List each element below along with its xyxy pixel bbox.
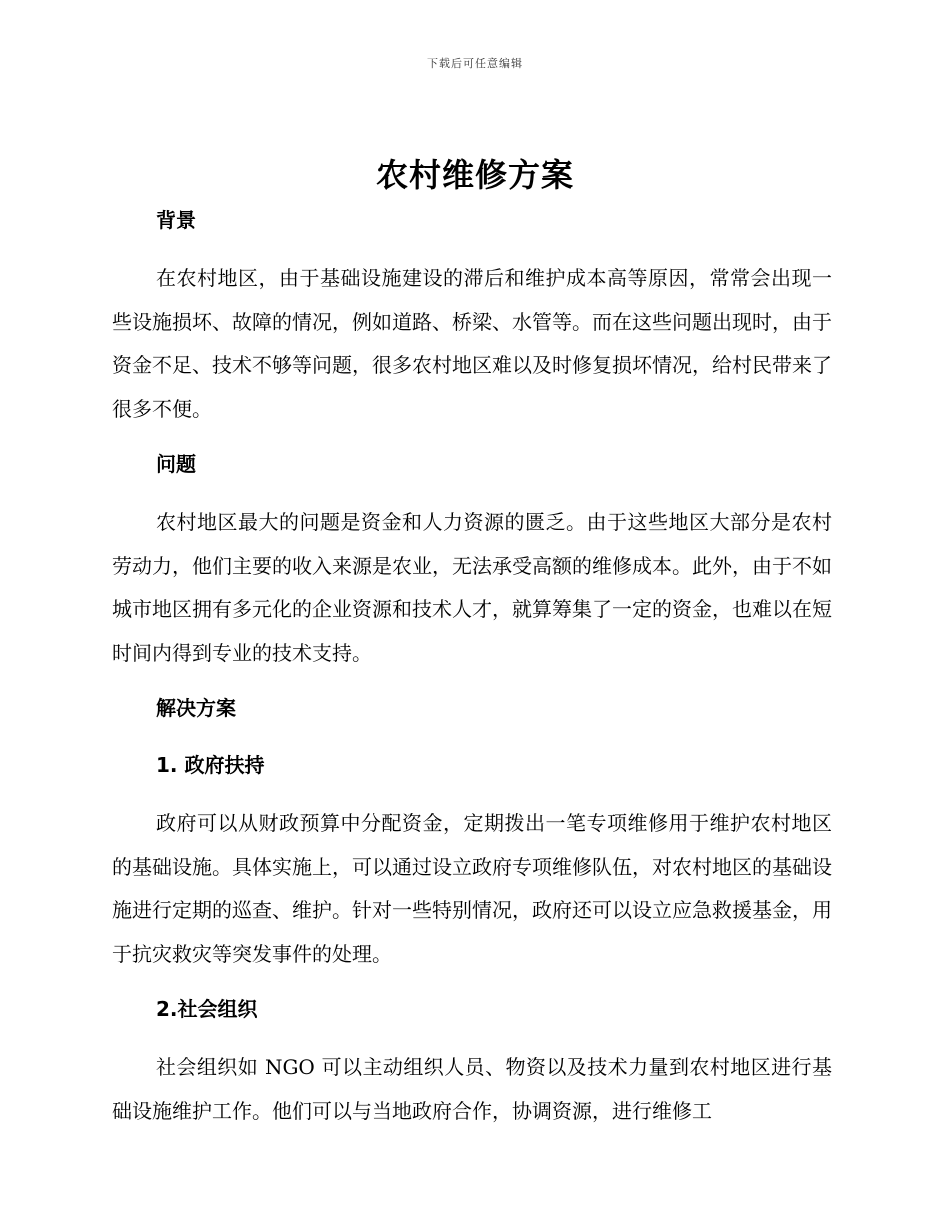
- problem-heading: 问题: [156, 452, 196, 476]
- document-body: [112, 200, 832, 1133]
- header-note: 下载后可任意编辑: [427, 57, 523, 70]
- background-heading: 背景: [156, 208, 196, 232]
- solution-heading: 解决方案: [156, 696, 236, 720]
- solution-paragraph-2: 社会组织如 NGO 可以主动组织人员、物资以及技术力量到农村地区进行基础设施维护工作。他们可以与当地政府合作，协调资源，进行维修工: [112, 1055, 832, 1123]
- document-title: 农村维修方案: [375, 156, 574, 194]
- problem-paragraph: 农村地区最大的问题是资金和人力资源的匮乏。由于这些地区大部分是农村劳动力，他们主要的收入来源是农业，无法承受高额的维修成本。此外，由于不如城市地区拥有多元化的企业资源和技术人才，就算筹集了一定的资金，也难以在短时间内得到专业的技术支持。: [112, 510, 832, 665]
- solution-subheading-1: 1. 政府扶持: [156, 753, 265, 777]
- solution-paragraph-1: 政府可以从财政预算中分配资金，定期拨出一笔专项维修用于维护农村地区的基础设施。具体实施上，可以通过设立政府专项维修队伍，对农村地区的基础设施进行定期的巡查、维护。针对一些特别情况，政府还可以设立应急救援基金，用于抗灾救灾等突发事件的处理。: [112, 811, 832, 966]
- background-paragraph: 在农村地区，由于基础设施建设的滞后和维护成本高等原因，常常会出现一些设施损坏、故障的情况，例如道路、桥梁、水管等。而在这些问题出现时，由于资金不足、技术不够等问题，很多农村地区难以及时修复损坏情况，给村民带来了很多不便。: [112, 266, 832, 421]
- solution-subheading-2: 2.社会组织: [156, 997, 258, 1021]
